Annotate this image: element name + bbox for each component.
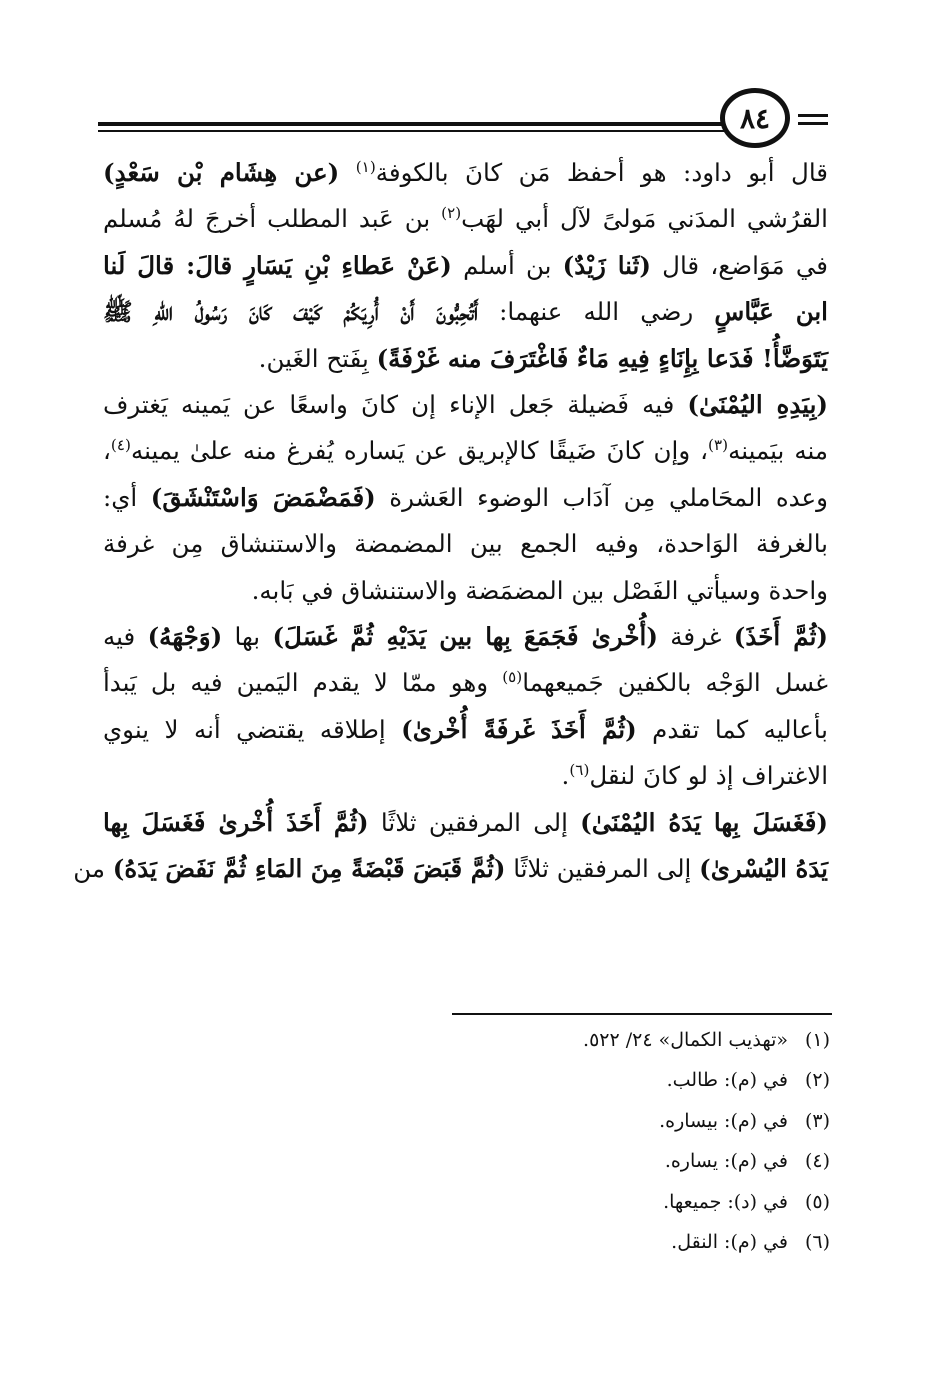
text-line xyxy=(103,475,828,521)
footnote-number: (٤) xyxy=(804,1150,830,1173)
text-line xyxy=(103,753,828,799)
hadith-text: (فَمَضْمَضَ وَاسْتَنْشَقَ) xyxy=(150,482,376,512)
footnote-number: (١) xyxy=(804,1029,830,1051)
commentary-text: فيه فَضيلة جَعل الإناء إن كانَ واسعًا عن يَمينه يَغترف xyxy=(103,390,688,420)
commentary-text: فيه xyxy=(103,622,148,652)
commentary-text: إلى المرفقين ثلاثًا xyxy=(505,854,700,884)
commentary-text: أي: xyxy=(103,482,151,512)
commentary-text: بن عَبد المطلب أخرجَ لهُ مُسلم xyxy=(103,204,442,234)
hadith-text: (ثُمَّ أَخَذَ أُخْرىٰ فَغَسَلَ بِها xyxy=(103,807,369,837)
hadith-text: (وَجْهَهُ) xyxy=(147,622,223,652)
main-text xyxy=(73,150,829,893)
commentary-text: إلى المرفقين ثلاثًا xyxy=(368,807,581,837)
text-line xyxy=(103,614,828,660)
paragraph xyxy=(103,614,828,800)
footnote-number: (٢) xyxy=(804,1069,830,1092)
hadith-text: (ثُمَّ أَخَذَ غَرفَةً أُخْرىٰ) xyxy=(401,714,637,744)
commentary-text: بالغرفة الوَاحدة، وفيه الجمع بين المضمضة والاستنشاق مِن غرفة xyxy=(103,529,828,559)
footnote xyxy=(400,1222,830,1262)
footnote xyxy=(400,1141,830,1181)
footnote-number: (٥) xyxy=(804,1190,830,1213)
text-line xyxy=(103,707,828,753)
commentary-text: بها xyxy=(222,622,273,652)
footnote-number: (٦) xyxy=(804,1231,830,1254)
commentary-text: بن أسلم xyxy=(451,250,563,280)
commentary-text: وهو ممّا لا يقدم اليَمين فيه بل يَبدأ xyxy=(103,668,503,698)
hadith-text: (عَنْ عَطاءِ بْنِ يَسَارٍ قالَ: قالَ لَنا xyxy=(103,250,452,280)
text-line xyxy=(103,289,828,335)
page-number: ٨٤ xyxy=(720,88,790,148)
commentary-text: وعده المحَاملي مِن آدَاب الوضوء العَشرة xyxy=(375,482,828,512)
hadith-text: (عن هِشَام بْن سَعْدٍ) xyxy=(103,158,340,187)
commentary-text: إطلاقه يقتضي أنه لا ينوي xyxy=(103,714,402,744)
header-rule-thin xyxy=(98,130,728,132)
footnote-text: في (م): طالب. xyxy=(666,1069,788,1092)
footnote xyxy=(400,1101,830,1141)
footnote xyxy=(400,1020,830,1060)
commentary-text: الاغتراف إذ لو كانَ لنقل xyxy=(589,761,828,791)
footnote-text: في (م): النقل. xyxy=(671,1231,788,1254)
text-line xyxy=(103,150,828,196)
paragraph xyxy=(103,382,828,614)
footnote-number: (٣) xyxy=(804,1109,830,1132)
commentary-text: غرفة xyxy=(657,622,734,652)
commentary-text xyxy=(339,158,356,187)
text-line xyxy=(103,196,828,242)
text-line xyxy=(103,660,828,706)
hadith-text: (ثُمَّ أَخَذَ) xyxy=(733,622,828,652)
footnote-text: في (م): بيساره. xyxy=(659,1109,788,1132)
commentary-text: من xyxy=(73,854,113,884)
commentary-text: ، وإن كانَ ضَيقًا كالإبريق عن يَساره يُفرغ منه علىٰ يمينه xyxy=(130,436,709,466)
footnote-ref: (٢) xyxy=(441,204,462,223)
commentary-text: بِفَتح الغَين. xyxy=(258,343,377,373)
commentary-text: قال أبو داود: هو أحفظ مَن كانَ بالكوفة xyxy=(375,158,829,187)
footnote-ref: (٤) xyxy=(110,436,131,455)
header-rule xyxy=(98,122,728,126)
text-line xyxy=(103,521,828,567)
commentary-text: منه بيَمينه xyxy=(728,436,828,466)
hadith-text: يَتَوَضَّأُ! فَدَعا بِإِنَاءٍ فِيهِ مَاءٌ فَاغْتَرَفَ منه غَرْفَةً) xyxy=(376,343,828,373)
text-line xyxy=(103,568,828,614)
text-line xyxy=(103,428,828,474)
text-line xyxy=(103,243,828,289)
header-rule-right-2 xyxy=(798,122,828,125)
page-header xyxy=(98,84,828,154)
header-rule-right xyxy=(798,114,828,117)
hadith-text: يَدَهُ اليُسْرىٰ) xyxy=(699,854,828,884)
footnote-ref: (٣) xyxy=(708,436,729,455)
hadith-text: ابن عَبَّاسٍ xyxy=(714,297,828,327)
commentary-text: بأعاليه كما تقدم xyxy=(636,714,828,744)
commentary-text: . xyxy=(561,761,570,791)
commentary-text: غسل الوَجْه بالكفين جَميعهما xyxy=(522,668,828,698)
commentary-text: رضي الله عنهما: xyxy=(478,297,715,327)
text-line xyxy=(103,800,828,846)
text-line xyxy=(73,846,828,892)
footnote xyxy=(400,1182,830,1222)
footnote-separator xyxy=(452,1013,832,1015)
footnotes xyxy=(400,1020,830,1262)
paragraph xyxy=(103,150,828,382)
commentary-text: ، xyxy=(103,436,111,466)
paragraph xyxy=(73,800,829,893)
footnote-text: في (م): يساره. xyxy=(664,1150,788,1173)
hadith-text: (بِيَدِهِ اليُمْنَىٰ) xyxy=(687,390,828,420)
hadith-text: (أُخْرىٰ فَجَمَعَ بِها بين يَدَيْهِ ثُمَّ غَسَلَ) xyxy=(272,622,658,652)
footnote xyxy=(400,1060,830,1100)
hadith-text: (فَغَسَلَ بِها يَدَهُ اليُمْنَىٰ) xyxy=(580,807,829,837)
footnote-text: في (د): جميعها. xyxy=(663,1190,788,1213)
commentary-text: القرُشي المدَني مَولىً لآل أبي لهَب xyxy=(461,204,828,234)
hadith-text: (ثَنا زَيْدٌ) xyxy=(562,250,651,280)
commentary-text: واحدة وسيأتي الفَصْل بين المضمَضة والاستنشاق في بَابه. xyxy=(251,575,828,605)
commentary-text: في مَوَاضع، قال xyxy=(650,250,828,280)
text-line xyxy=(103,336,828,382)
hadith-text: أَتُحِبُّونَ أَنْ أُرِيَكُمْ كَيْفَ كَانَ رَسُولُ اللهِ ﷺ xyxy=(103,297,479,327)
text-line xyxy=(103,382,828,428)
footnote-ref: (٥) xyxy=(502,668,523,687)
footnote-text: «تهذيب الكمال» ٢٤/ ٥٢٢. xyxy=(583,1029,788,1051)
hadith-text: (ثُمَّ قَبَضَ قَبْضَةً مِنَ المَاءِ ثُمَّ نَفَضَ يَدَهُ) xyxy=(112,854,506,884)
footnote-ref: (٦) xyxy=(569,761,590,780)
footnote-ref: (١) xyxy=(355,157,376,176)
